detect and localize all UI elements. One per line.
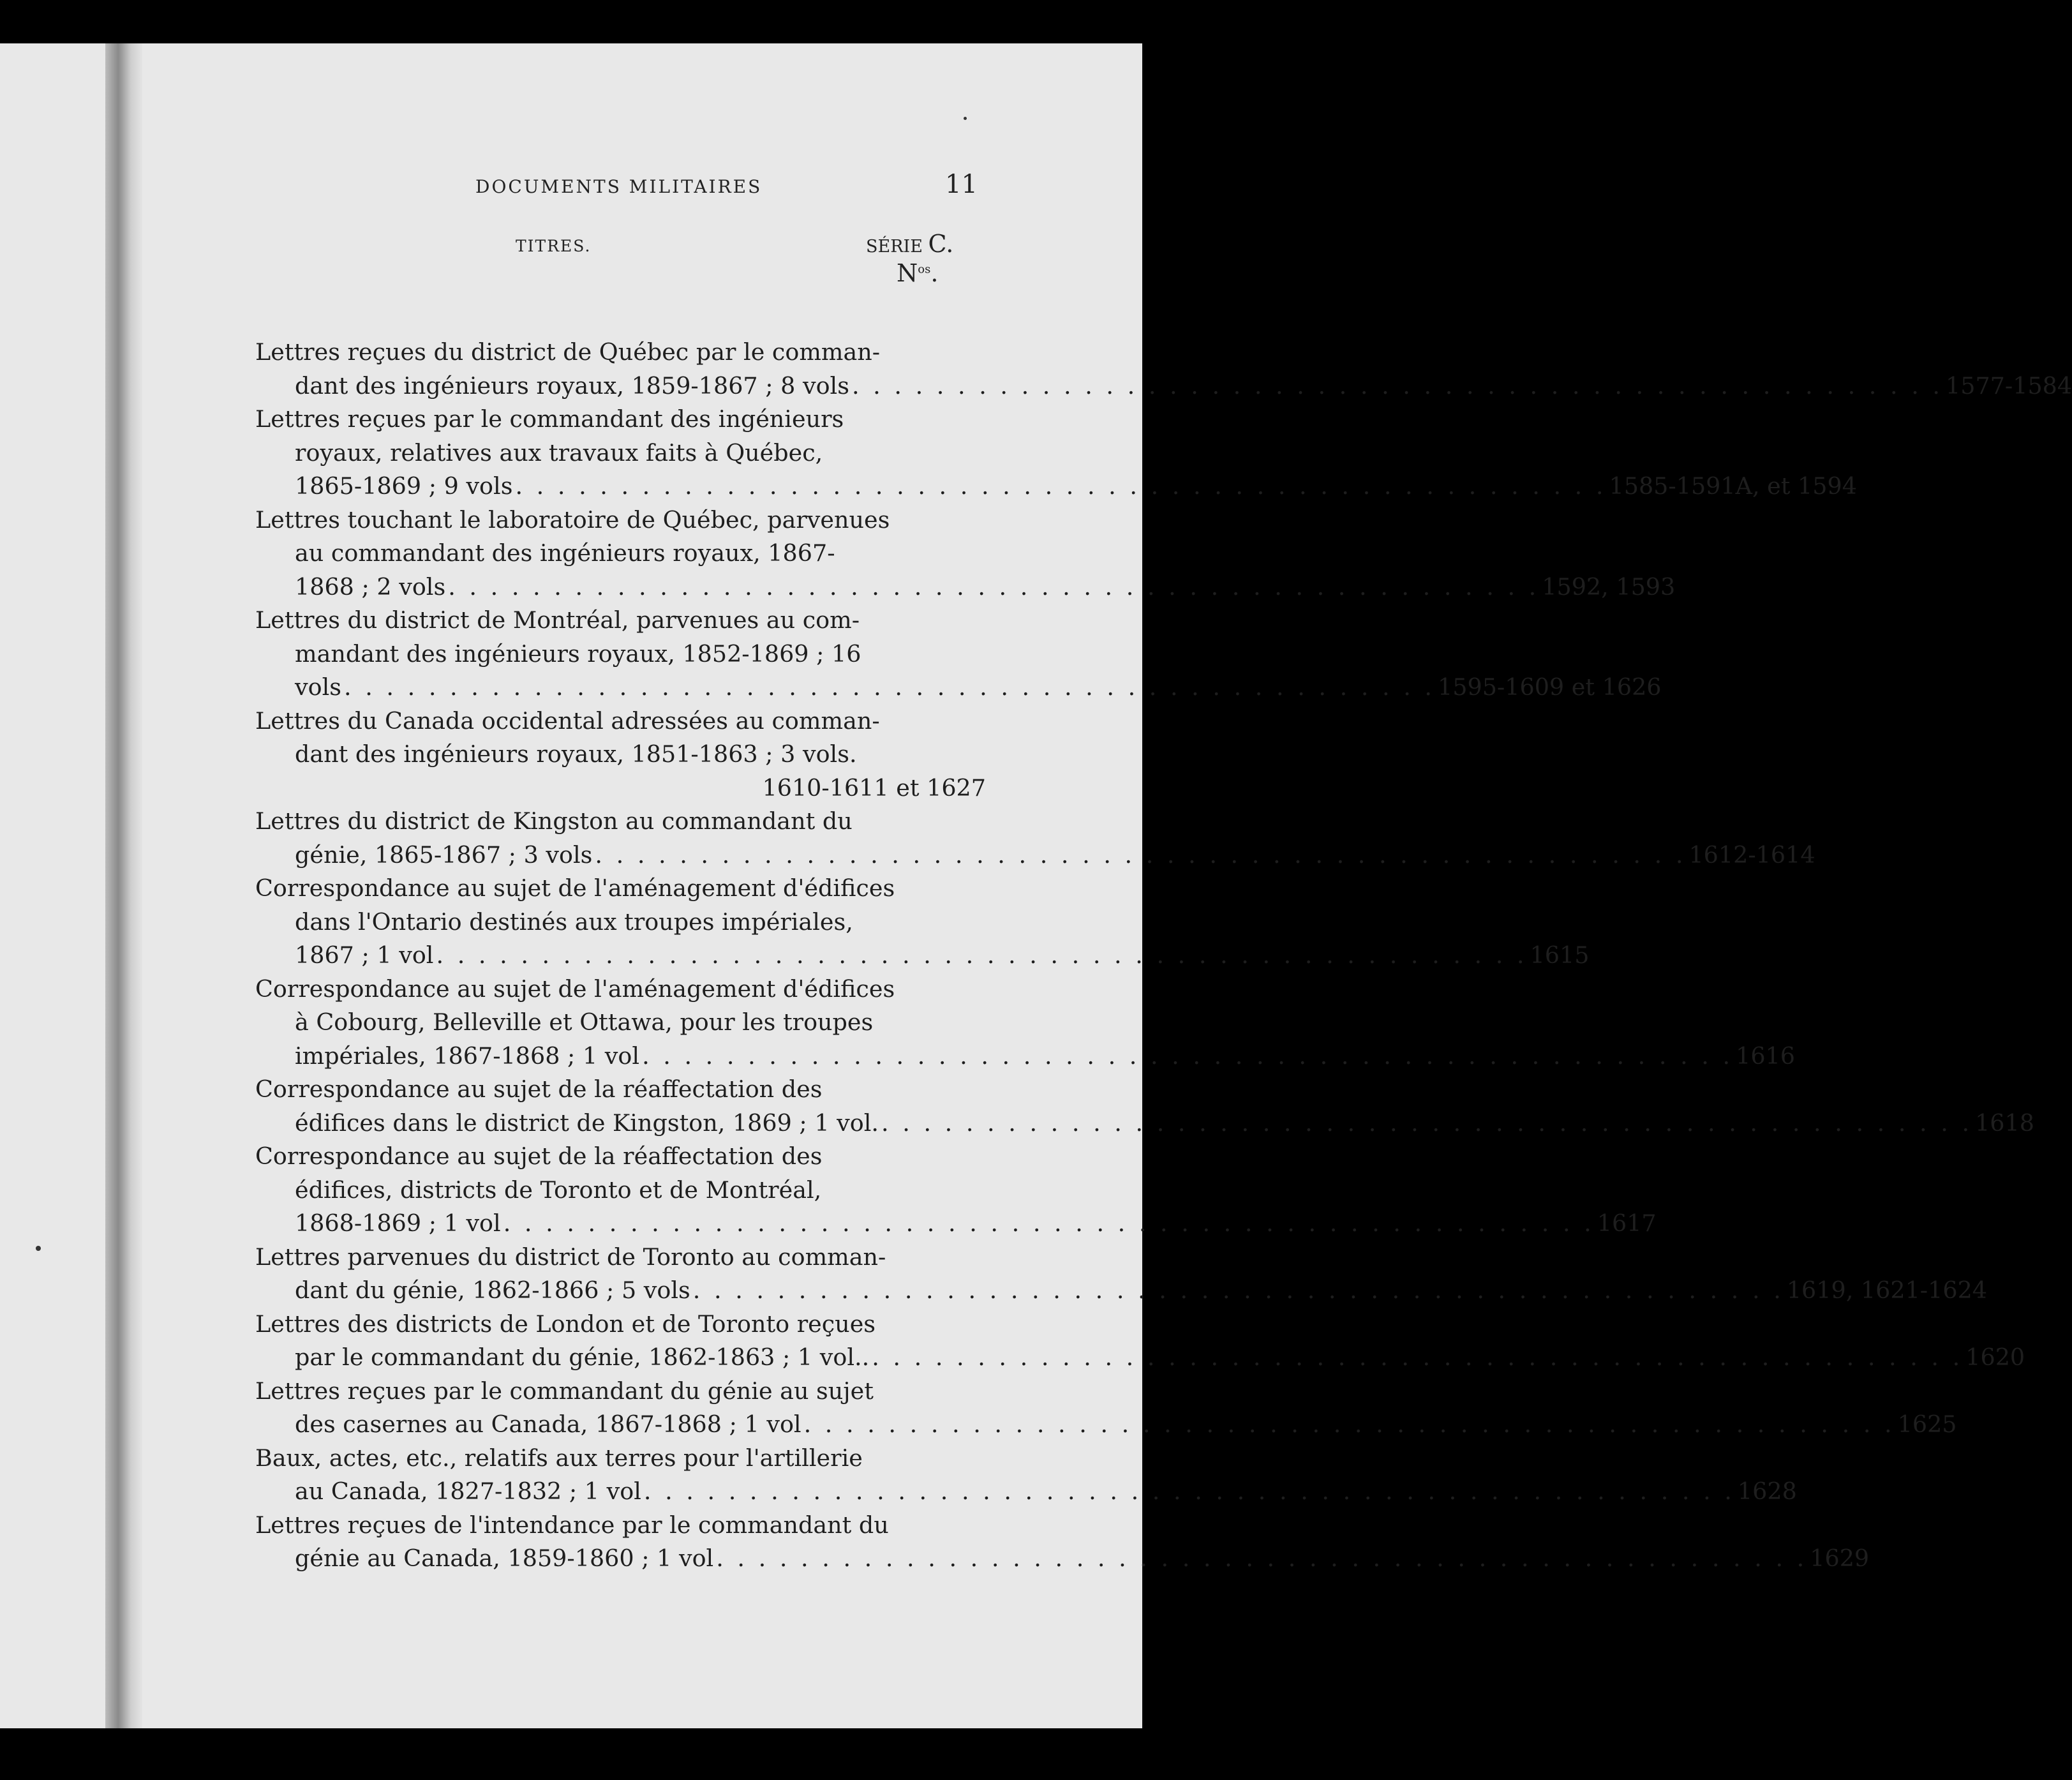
catalogue-entry	[255, 604, 1662, 705]
dot-leader: . . . . . . . . . . . . . . . . . . . . . . . . . . . . . . . . . . . . . . . . . . . . . . . . . . . .	[515, 472, 1607, 500]
entry-last-line	[255, 1040, 1795, 1073]
entry-title-line: 1868-1869 ; 1 vol	[295, 1209, 501, 1237]
column-heading-numbers	[897, 259, 938, 287]
page-number: 11	[945, 170, 978, 199]
entry-number: 1617	[1597, 1209, 1657, 1237]
catalogue-entry	[255, 1308, 2025, 1375]
entry-title-line: des casernes au Canada, 1867-1868 ; 1 vol	[295, 1410, 801, 1438]
entry-number: 1620	[1965, 1343, 2025, 1371]
entry-title-line: Lettres parvenues du district de Toronto au comman-	[255, 1243, 886, 1271]
entry-title-line: Correspondance au sujet de la réaffectation des	[255, 1075, 823, 1103]
entry-title-line: Baux, actes, etc., relatifs aux terres pour l'artillerie	[255, 1444, 863, 1472]
entry-title-line: 1868 ; 2 vols	[295, 572, 446, 601]
catalogue-entry	[255, 504, 1676, 604]
entry-title-line: dant du génie, 1862-1866 ; 5 vols	[295, 1276, 690, 1304]
entry-title-line: édifices dans le district de Kingston, 1869 ; 1 vol.	[295, 1109, 879, 1137]
entry-title-line: Lettres reçues de l'intendance par le commandant du	[255, 1511, 889, 1539]
entry-number: 1610-1611 et 1627	[762, 774, 986, 802]
catalogue-entry	[255, 336, 2072, 403]
entry-title-line: Lettres du district de Montréal, parvenues au com-	[255, 606, 860, 634]
catalogue-entry	[255, 872, 1590, 973]
entry-title-line: génie au Canada, 1859-1860 ; 1 vol	[295, 1544, 714, 1572]
entry-title-line: dant des ingénieurs royaux, 1851-1863 ; 3 vols.	[295, 740, 857, 768]
catalogue-entry	[255, 1375, 1957, 1442]
serie-label: SÉRIE	[866, 237, 923, 257]
entry-number: 1585-1591A, et 1594	[1609, 472, 1857, 500]
catalogue-entry	[255, 705, 986, 805]
catalogue-entry	[255, 1073, 2034, 1140]
dot-leader: . . . . . . . . . . . . . . . . . . . . . . . . . . . . . . . . . . . . . . . . . . . . . . . . . . . .	[881, 1109, 1973, 1137]
entry-title-line: Lettres des districts de London et de Toronto reçues	[255, 1310, 876, 1338]
dot-leader: . . . . . . . . . . . . . . . . . . . . . . . . . . . . . . . . . . . . . . . . . . . . . . . . . . . .	[436, 941, 1528, 969]
entry-number: 1625	[1897, 1410, 1957, 1438]
entry-title-line: dans l'Ontario destinés aux troupes impériales,	[295, 908, 853, 936]
entry-title-line: dant des ingénieurs royaux, 1859-1867 ; 8 vols	[295, 371, 849, 400]
entry-title-line: 1865-1869 ; 9 vols	[295, 472, 513, 500]
dot-leader: . . . . . . . . . . . . . . . . . . . . . . . . . . . . . . . . . . . . . . . . . . . . . . . . . . . .	[344, 673, 1436, 701]
entry-last-line	[255, 839, 1815, 872]
catalogue-entry	[255, 1241, 1988, 1308]
entry-title-line: Correspondance au sujet de la réaffectation des	[255, 1142, 823, 1170]
speck-mark	[36, 1246, 41, 1251]
entry-number: 1618	[1975, 1109, 2034, 1137]
entry-last-line	[255, 1107, 2034, 1141]
page-binding-edge	[105, 43, 142, 1728]
entry-number: 1616	[1736, 1042, 1795, 1070]
column-heading-titres: TITRES.	[516, 237, 592, 255]
speck-mark	[964, 117, 967, 120]
entry-last-line	[255, 1341, 2025, 1375]
entry-last-line	[255, 671, 1662, 705]
entry-number: 1629	[1810, 1544, 1870, 1572]
entry-title-line: Lettres reçues par le commandant du génie au sujet	[255, 1377, 874, 1405]
serie-letter: C.	[928, 230, 954, 258]
document-page	[0, 43, 2072, 1728]
running-header: DOCUMENTS MILITAIRES	[475, 176, 763, 197]
entry-title-line: Lettres du Canada occidental adressées au comman-	[255, 707, 880, 735]
entry-title-line: Correspondance au sujet de l'aménagement d'édifices	[255, 874, 895, 902]
catalogue-entry	[255, 403, 1857, 504]
entry-number: 1612-1614	[1688, 841, 1815, 869]
entry-number: 1577-1584	[1946, 371, 2072, 400]
catalogue-entry	[255, 805, 1815, 872]
dot-leader: . . . . . . . . . . . . . . . . . . . . . . . . . . . . . . . . . . . . . . . . . . . . . . . . . . . .	[642, 1042, 1734, 1070]
entry-last-line	[255, 939, 1590, 973]
entry-title-line: Lettres reçues du district de Québec par le comman-	[255, 338, 881, 366]
entry-title-line: au Canada, 1827-1832 ; 1 vol	[295, 1477, 641, 1505]
dot-leader: . . . . . . . . . . . . . . . . . . . . . . . . . . . . . . . . . . . . . . . . . . . . . . . . . . . .	[716, 1544, 1808, 1572]
dot-leader: . . . . . . . . . . . . . . . . . . . . . . . . . . . . . . . . . . . . . . . . . . . . . . . . . . . .	[595, 841, 1687, 869]
dot-leader: . . . . . . . . . . . . . . . . . . . . . . . . . . . . . . . . . . . . . . . . . . . . . . . . . . . .	[851, 371, 1944, 400]
dot-leader: . . . . . . . . . . . . . . . . . . . . . . . . . . . . . . . . . . . . . . . . . . . . . . . . . . . .	[503, 1209, 1595, 1237]
entry-number: 1619, 1621-1624	[1786, 1276, 1988, 1304]
entry-title-line: Lettres reçues par le commandant des ingénieurs	[255, 405, 844, 433]
catalogue-entries	[255, 336, 2072, 1576]
dot-leader: . . . . . . . . . . . . . . . . . . . . . . . . . . . . . . . . . . . . . . . . . . . . . . . . . . . .	[872, 1343, 1964, 1371]
entry-title-line: Lettres du district de Kingston au commandant du	[255, 807, 853, 835]
catalogue-entry	[255, 1509, 1870, 1576]
entry-title-line: impériales, 1867-1868 ; 1 vol	[295, 1042, 640, 1070]
entry-last-line	[255, 370, 2072, 403]
dot-leader: . . . . . . . . . . . . . . . . . . . . . . . . . . . . . . . . . . . . . . . . . . . . . . . . . . . .	[692, 1276, 1784, 1304]
entry-title-line: royaux, relatives aux travaux faits à Québec,	[295, 438, 823, 467]
entry-title-line: 1867 ; 1 vol	[295, 941, 434, 969]
entry-number: 1595-1609 et 1626	[1438, 673, 1662, 701]
entry-title-line: édifices, districts de Toronto et de Montréal,	[295, 1176, 822, 1204]
catalogue-entry	[255, 1140, 1657, 1241]
dot-leader: . . . . . . . . . . . . . . . . . . . . . . . . . . . . . . . . . . . . . . . . . . . . . . . . . . . .	[803, 1410, 1895, 1438]
entry-last-line	[255, 571, 1676, 604]
entry-number: 1592, 1593	[1542, 572, 1676, 601]
entry-title-line: génie, 1865-1867 ; 3 vols	[295, 841, 593, 869]
nos-dot: .	[930, 259, 939, 287]
column-heading-serie	[866, 230, 953, 258]
catalogue-entry	[255, 1442, 1797, 1509]
entry-last-line	[255, 1207, 1657, 1241]
entry-number: 1615	[1530, 941, 1590, 969]
entry-last-line	[255, 1542, 1870, 1576]
entry-title-line: par le commandant du génie, 1862-1863 ; 1 vol..	[295, 1343, 870, 1371]
dot-leader: . . . . . . . . . . . . . . . . . . . . . . . . . . . . . . . . . . . . . . . . . . . . . . . . . . . .	[448, 572, 1540, 601]
entry-last-line	[255, 470, 1857, 504]
nos-superscript: os	[918, 262, 931, 276]
entry-title-line: vols	[295, 673, 341, 701]
entry-title-line: Lettres touchant le laboratoire de Québec, parvenues	[255, 505, 890, 534]
nos-label: N	[897, 259, 918, 287]
entry-number: 1628	[1737, 1477, 1797, 1505]
dot-leader: . . . . . . . . . . . . . . . . . . . . . . . . . . . . . . . . . . . . . . . . . . . . . . . . . . . .	[643, 1477, 1735, 1505]
entry-last-line	[255, 1475, 1797, 1509]
entry-last-line	[255, 1408, 1957, 1442]
entry-title-line: mandant des ingénieurs royaux, 1852-1869 ; 16	[295, 639, 861, 668]
catalogue-entry	[255, 973, 1795, 1073]
entry-title-line: Correspondance au sujet de l'aménagement d'édifices	[255, 975, 895, 1003]
entry-title-line: au commandant des ingénieurs royaux, 1867-	[295, 539, 835, 567]
entry-title-line: à Cobourg, Belleville et Ottawa, pour les troupes	[295, 1008, 874, 1036]
entry-last-line	[255, 1274, 1988, 1308]
